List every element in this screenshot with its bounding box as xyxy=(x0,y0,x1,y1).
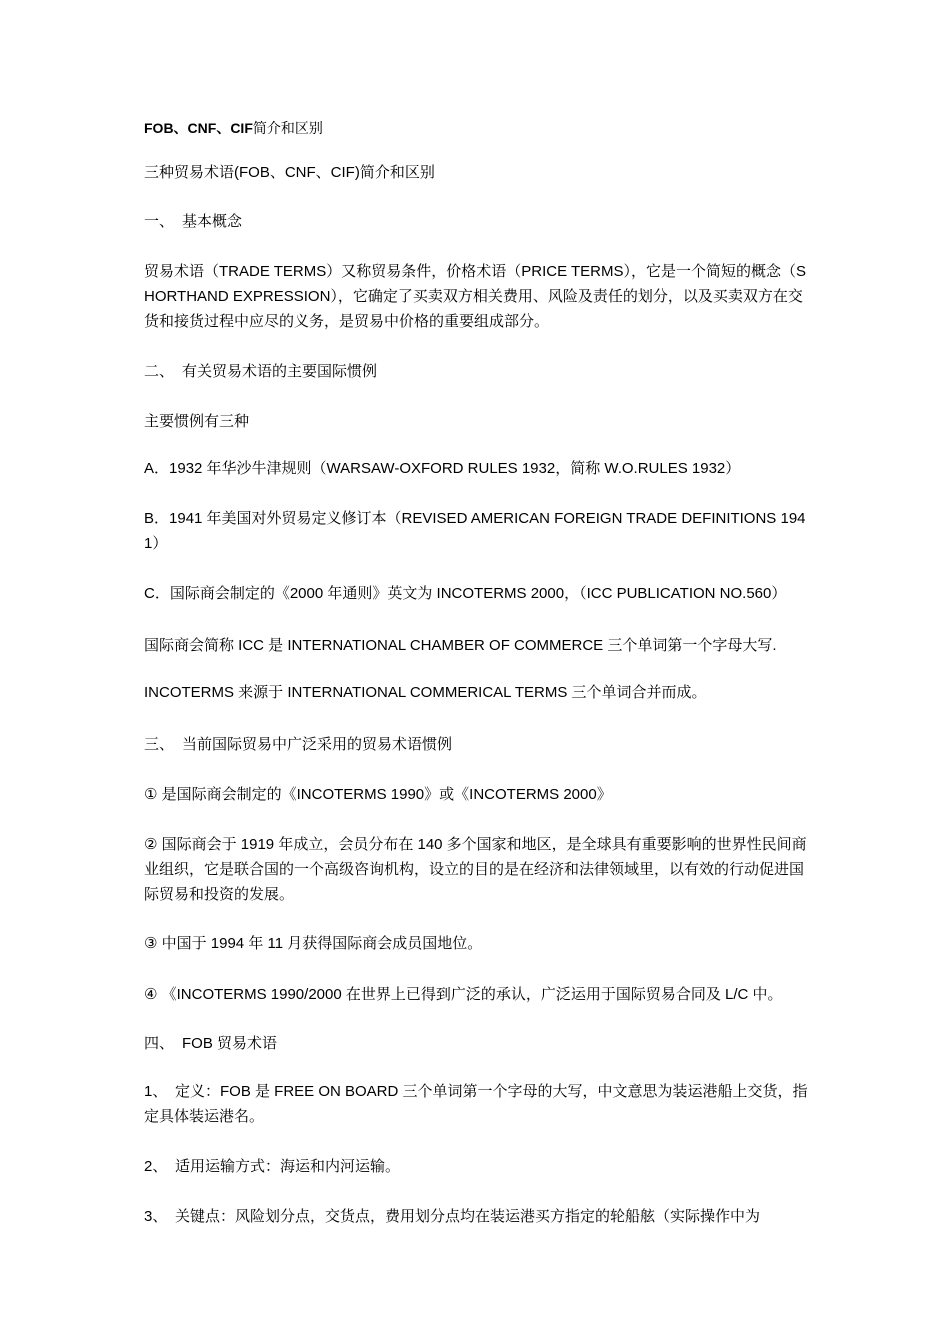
item-number: 3、 xyxy=(144,1208,168,1225)
section-title: FOB 贸易术语 xyxy=(182,1035,278,1052)
section-number: 四、 xyxy=(144,1035,175,1052)
icc-note: 国际商会简称 ICC 是 INTERNATIONAL CHAMBER OF COMMERCE 三个单词第一个字母大写. xyxy=(144,637,777,654)
section-title: 当前国际贸易中广泛采用的贸易术语惯例 xyxy=(182,736,453,753)
section-title: 有关贸易术语的主要国际惯例 xyxy=(182,363,378,380)
section-3-point-3: ③ 中国于 1994 年 11 月获得国际商会成员国地位。 xyxy=(144,935,483,952)
section-2-intro: 主要惯例有三种 xyxy=(144,413,250,430)
fob-item-3 xyxy=(144,1204,812,1229)
item-text: 适用运输方式：海运和内河运输。 xyxy=(175,1158,401,1175)
section-3-point-1: ① 是国际商会制定的《INCOTERMS 1990》或《INCOTERMS 2000》 xyxy=(144,786,612,803)
section-heading-2 xyxy=(144,359,812,384)
convention-c: C．国际商会制定的《2000 年通则》英文为 INCOTERMS 2000，（ICC PUBLICATION NO.560） xyxy=(144,585,787,602)
section-1-body: 贸易术语（TRADE TERMS）又称贸易条件，价格术语（PRICE TERMS），它是一个简短的概念（SHORTHAND EXPRESSION），它确定了买卖双方相关费用、风险及责任的划分，以及买卖双方在交货和接货过程中应尽的义务，是贸易中价格的重要组成部分。 xyxy=(144,263,806,330)
document-title xyxy=(144,116,812,141)
convention-a: A．1932 年华沙牛津规则（WARSAW-OXFORD RULES 1932，简称 W.O.RULES 1932） xyxy=(144,460,741,477)
section-title: 基本概念 xyxy=(182,213,243,230)
section-heading-3 xyxy=(144,732,812,757)
section-number: 一、 xyxy=(144,213,175,230)
fob-item-1 xyxy=(144,1079,812,1129)
item-number: 2、 xyxy=(144,1158,168,1175)
title-rest: 简介和区别 xyxy=(252,120,323,136)
document-subtitle: 三种贸易术语(FOB、CNF、CIF)简介和区别 xyxy=(144,164,435,181)
section-number: 二、 xyxy=(144,363,175,380)
title-terms: FOB、CNF、CIF xyxy=(144,120,253,136)
item-text: 定义：FOB 是 FREE ON BOARD 三个单词第一个字母的大写，中文意思为装运港船上交货，指定具体装运港名。 xyxy=(144,1083,808,1125)
fob-item-2 xyxy=(144,1154,812,1179)
incoterms-note: INCOTERMS 来源于 INTERNATIONAL COMMERICAL TERMS 三个单词合并而成。 xyxy=(144,684,707,701)
item-number: 1、 xyxy=(144,1083,168,1100)
section-number: 三、 xyxy=(144,736,175,753)
section-3-point-2: ② 国际商会于 1919 年成立，会员分布在 140 多个国家和地区，是全球具有重要影响的世界性民间商业组织，它是联合国的一个高级咨询机构，设立的目的是在经济和法律领域里，以有效的行动促进国际贸易和投资的发展。 xyxy=(144,836,807,903)
section-3-point-4: ④ 《INCOTERMS 1990/2000 在世界上已得到广泛的承认，广泛运用于国际贸易合同及 L/C 中。 xyxy=(144,986,783,1003)
section-heading-1 xyxy=(144,209,812,234)
section-heading-4 xyxy=(144,1031,812,1056)
item-text: 关键点：风险划分点，交货点，费用划分点均在装运港买方指定的轮船舷（实际操作中为 xyxy=(175,1208,761,1225)
convention-b: B．1941 年美国对外贸易定义修订本（REVISED AMERICAN FOREIGN TRADE DEFINITIONS 1941） xyxy=(144,510,806,552)
